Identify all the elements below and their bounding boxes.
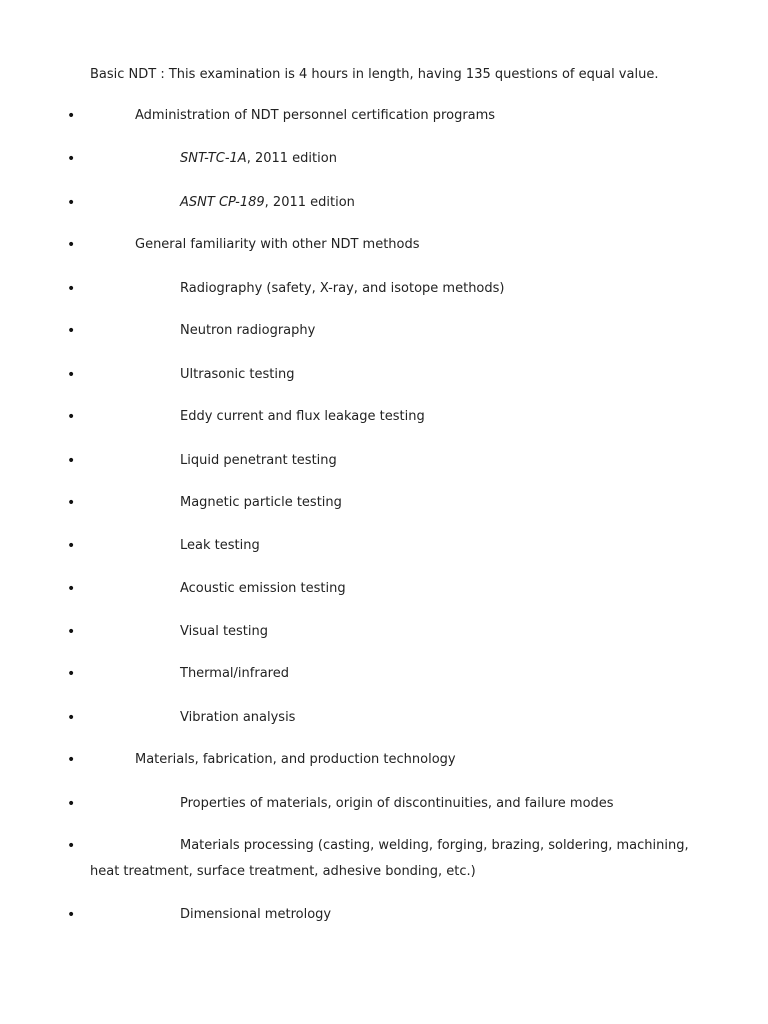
- bullet: •: [67, 323, 76, 339]
- list-item-text: Leak testing: [180, 538, 260, 553]
- list-item-text: Materials, fabrication, and production technology: [135, 752, 456, 767]
- list-item-text: Acoustic emission testing: [180, 581, 346, 596]
- bullet: •: [67, 367, 76, 383]
- standard-reference: SNT-TC-1A: [180, 151, 247, 166]
- list-item-text: Dimensional metrology: [180, 907, 332, 922]
- bullet: •: [67, 752, 76, 768]
- bullet: •: [67, 710, 76, 726]
- list-item-text: Visual testing: [180, 624, 269, 639]
- bullet: •: [67, 281, 76, 297]
- list-item-text: Ultrasonic testing: [180, 367, 295, 382]
- bullet: •: [67, 796, 76, 812]
- list-item-text: Administration of NDT personnel certification programs: [135, 108, 496, 123]
- bullet: •: [67, 151, 76, 167]
- list-item-text: Neutron radiography: [180, 323, 316, 338]
- exam-intro: Basic NDT : This examination is 4 hours in length, having 135 questions of equal value.: [90, 67, 659, 82]
- list-item-text: Thermal/infrared: [180, 666, 289, 681]
- list-item-text: Radiography (safety, X-ray, and isotope methods): [180, 281, 505, 296]
- list-item-text: [180, 194, 355, 212]
- bullet: •: [67, 108, 76, 124]
- bullet: •: [67, 538, 76, 554]
- bullet: •: [67, 409, 76, 425]
- list-item-text: Eddy current and flux leakage testing: [180, 409, 425, 424]
- list-item-text: Materials processing (casting, welding, forging, brazing, soldering, machining,: [180, 838, 689, 853]
- bullet: •: [67, 838, 76, 854]
- bullet: •: [67, 581, 76, 597]
- list-item-continuation: heat treatment, surface treatment, adhesive bonding, etc.): [90, 864, 476, 879]
- list-item-text: [180, 150, 337, 168]
- bullet: •: [67, 666, 76, 682]
- standard-reference: ASNT CP-189: [180, 195, 265, 210]
- bullet: •: [67, 237, 76, 253]
- bullet: •: [67, 907, 76, 923]
- bullet: •: [67, 453, 76, 469]
- list-item-text: Liquid penetrant testing: [180, 453, 337, 468]
- list-item-text: Vibration analysis: [180, 710, 296, 725]
- bullet: •: [67, 624, 76, 640]
- edition-text: , 2011 edition: [264, 195, 355, 210]
- bullet: •: [67, 495, 76, 511]
- list-item-text: Magnetic particle testing: [180, 495, 342, 510]
- list-item-text: Properties of materials, origin of discontinuities, and failure modes: [180, 796, 614, 811]
- bullet: •: [67, 195, 76, 211]
- edition-text: , 2011 edition: [246, 151, 337, 166]
- list-item-text: General familiarity with other NDT methods: [135, 237, 420, 252]
